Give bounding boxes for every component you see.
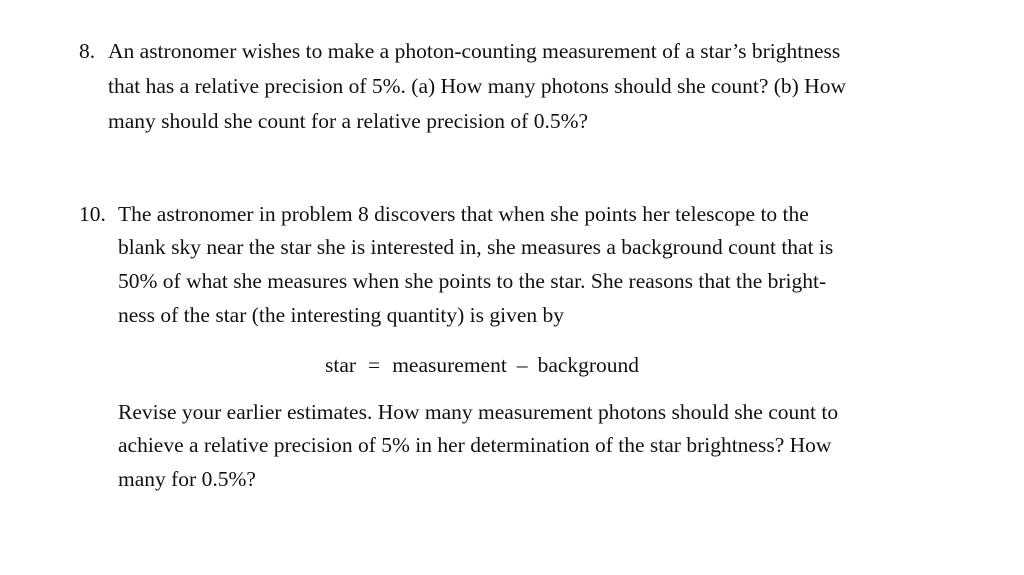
- problem-text-line: achieve a relative precision of 5% in her determination of the star brightness? How: [118, 433, 832, 457]
- problem-text-line: An astronomer wishes to make a photon-counting measurement of a star’s brightness: [108, 39, 841, 63]
- problem-text-line: 50% of what she measures when she points to the star. She reasons that the bright-: [118, 269, 827, 293]
- equation-lhs: star: [325, 353, 357, 377]
- problem-text-line: many should she count for a relative precision of 0.5%?: [108, 109, 589, 133]
- equation-equals: =: [368, 353, 381, 377]
- problem-text-line: ness of the star (the interesting quantity) is given by: [118, 303, 565, 327]
- problem-number: 10.: [79, 202, 106, 226]
- problem-text-line: The astronomer in problem 8 discovers that when she points her telescope to the: [118, 202, 809, 226]
- problem-text-line: blank sky near the star she is interested in, she measures a background count that is: [118, 235, 834, 259]
- equation-term-measurement: measurement: [392, 353, 507, 377]
- problem-text-line: Revise your earlier estimates. How many measurement photons should she count to: [118, 400, 839, 424]
- problem-text-line: many for 0.5%?: [118, 467, 256, 491]
- equation: [325, 348, 639, 382]
- equation-minus: –: [516, 353, 528, 377]
- equation-term-background: background: [537, 353, 640, 377]
- problem-number: 8.: [79, 39, 96, 63]
- problem-text-line: that has a relative precision of 5%. (a) How many photons should she count? (b) How: [108, 74, 846, 98]
